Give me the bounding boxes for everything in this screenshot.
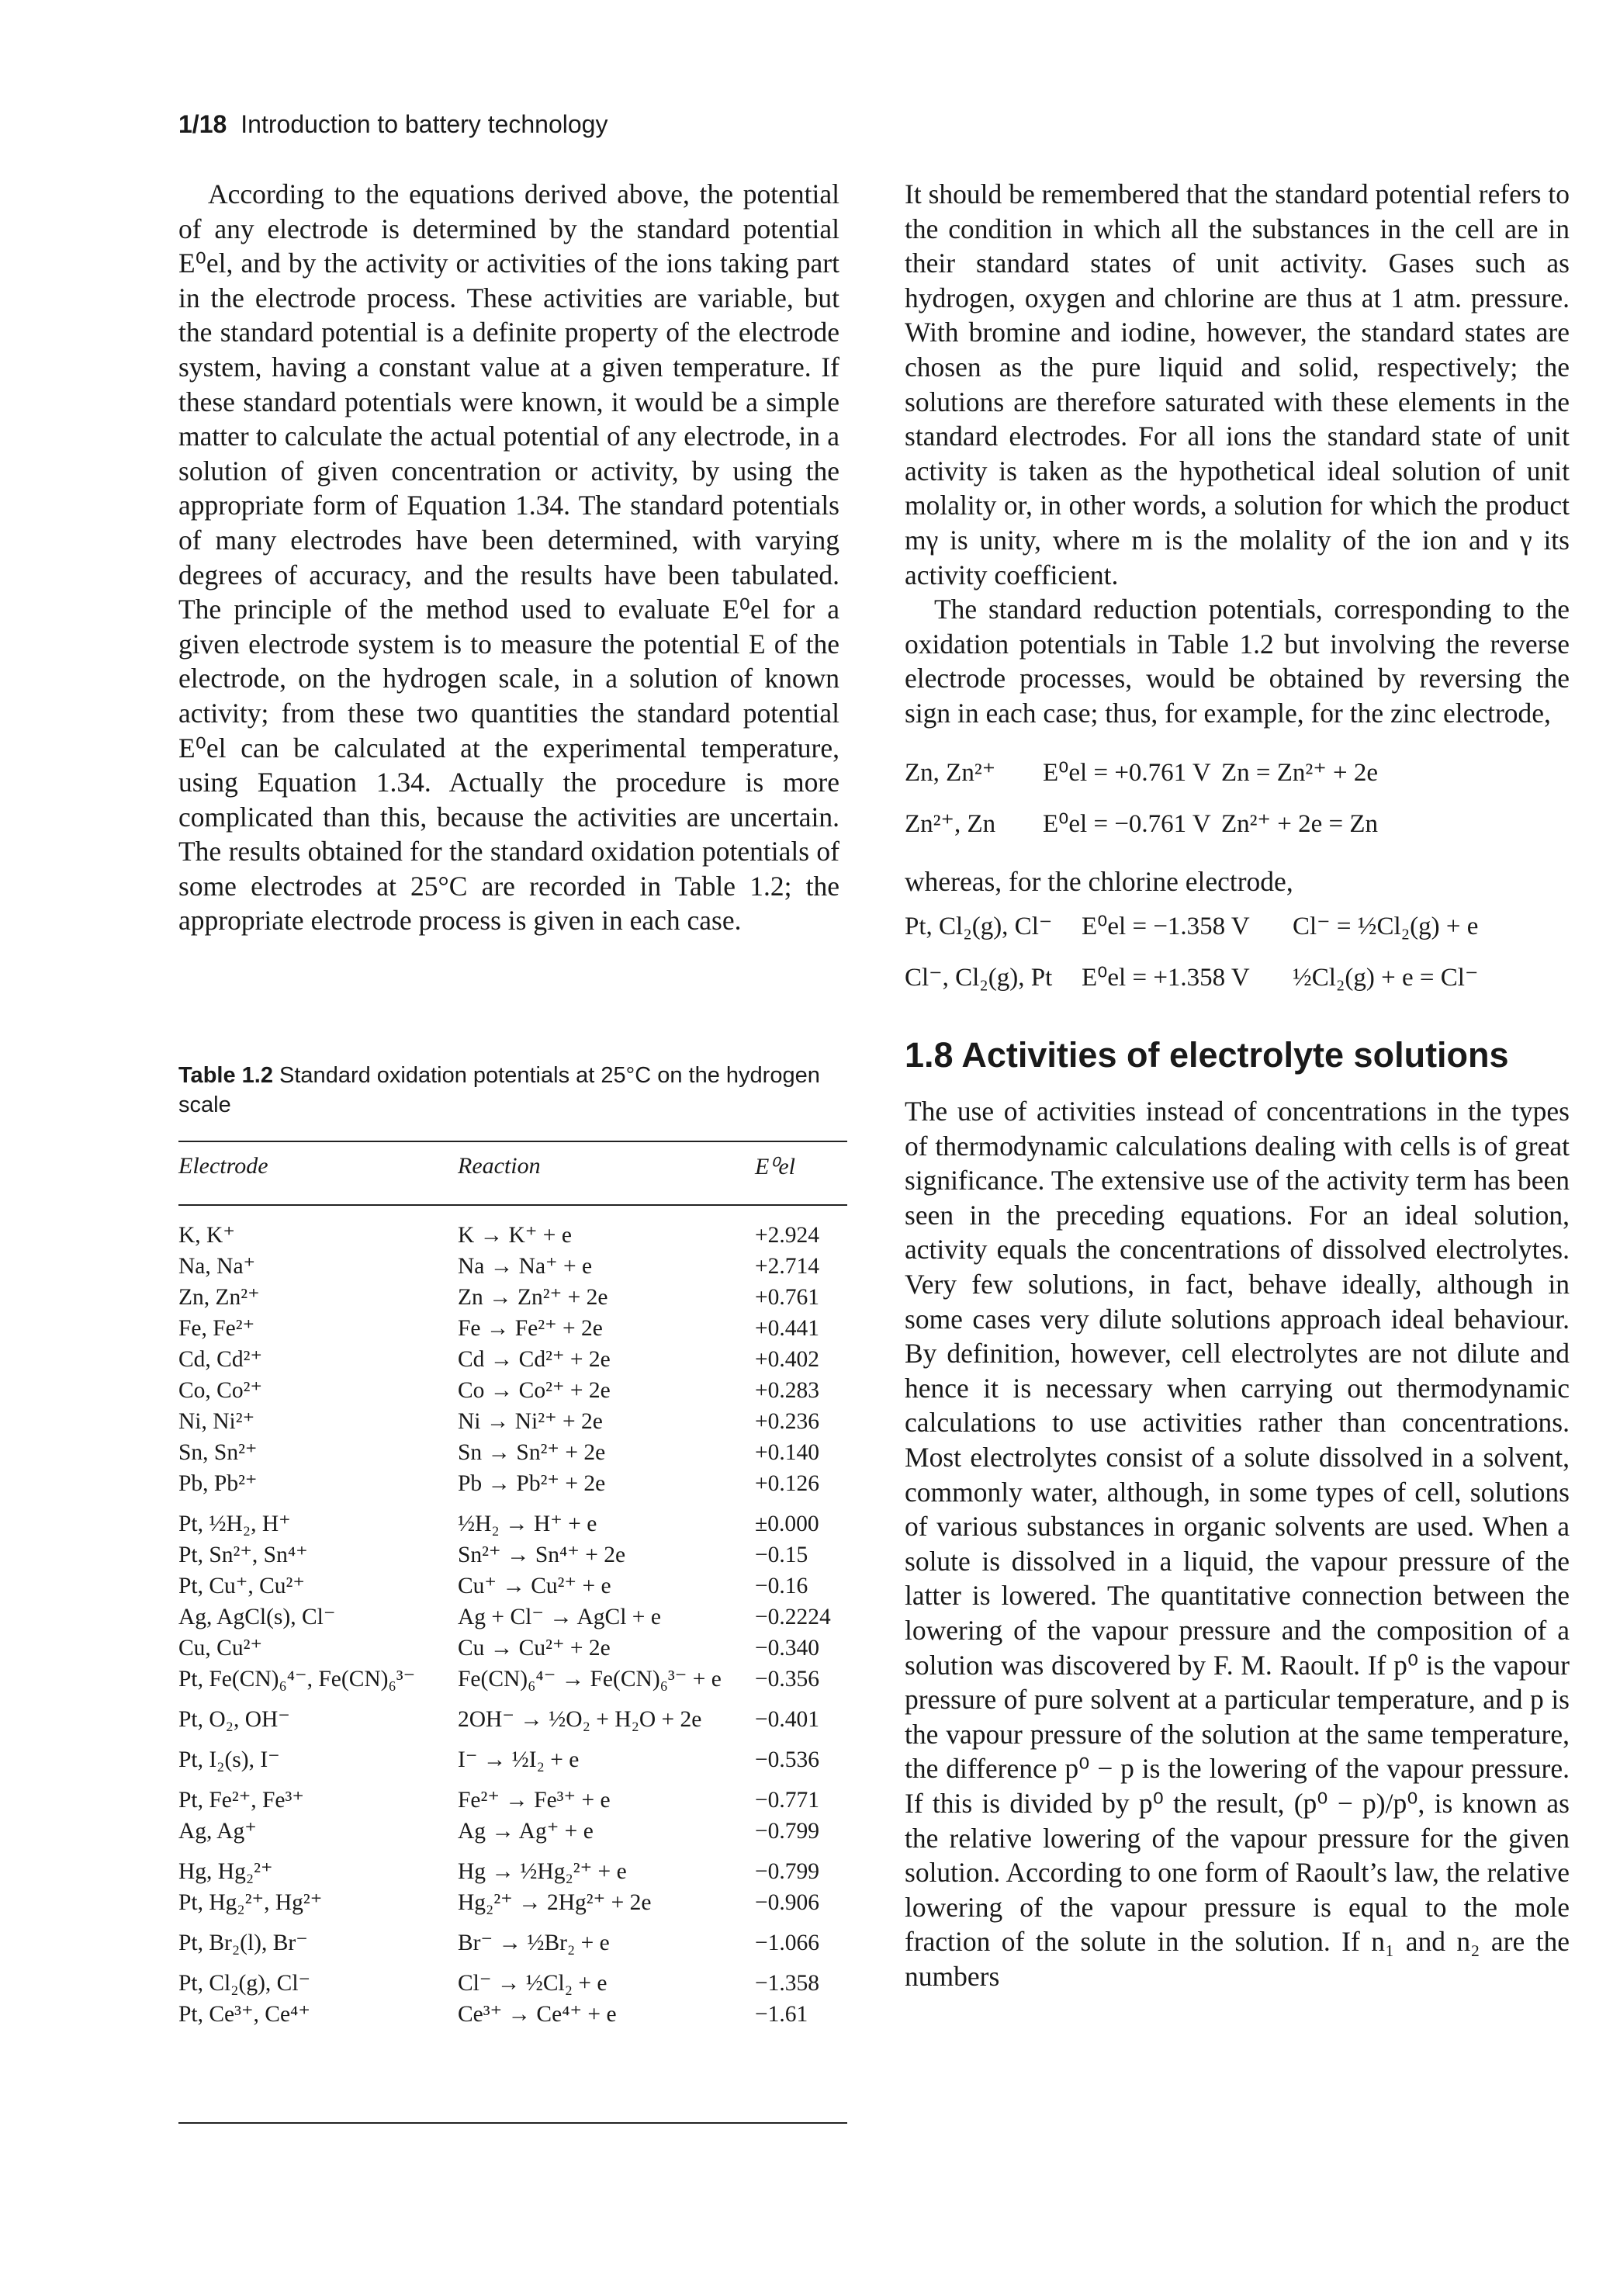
- cell-electrode: Pt, Hg₂²⁺, Hg²⁺: [178, 1890, 323, 1915]
- table-caption: [178, 1061, 853, 1120]
- chlorine-equation-1: [905, 909, 1570, 953]
- cell-electrode: Pt, ½H₂, H⁺: [178, 1512, 291, 1536]
- cell-electrode: Pt, Br₂(l), Br⁻: [178, 1931, 308, 1955]
- cell-potential: −1.61: [755, 2002, 808, 2027]
- table-caption-label: Table 1.2: [178, 1063, 273, 1088]
- right-column: [905, 177, 1570, 1994]
- cell-reaction: Fe → Fe²⁺ + 2e: [458, 1316, 603, 1341]
- cell-electrode: Pt, Fe(CN)₆⁴⁻, Fe(CN)₆³⁻: [178, 1667, 416, 1692]
- table-caption-text: Standard oxidation potentials at 25°C on the hydrogen scale: [178, 1063, 820, 1117]
- right-paragraph-3: The use of activities instead of concentrations in the types of thermodynamic calculations dealing with cells is of great significance. The extensive use of the activity term has been seen in the preceding equations. For an ideal solution, activity equals the concentrations of dissolved electrolytes. Very few solutions, in fact, behave ideally, although in some cases very dilute solutions approach ideal behaviour. By definition, however, cell electrolytes are not dilute and hence it is necessary when carrying out thermodynamic calculations to use activities rather than concentrations. Most electrolytes consist of a solute dissolved in a solvent, commonly water, although, in some types of cell, solutions of various substances in organic solvents are used. When a solute is dissolved in a liquid, the vapour pressure of the latter is lowered. The quantitative connection between the lowering of the vapour pressure and the composition of a solution was discovered by F. M. Raoult. If p⁰ is the vapour pressure of pure solvent at a particular temperature, and p is the vapour pressure of the solution at the same temperature, the difference p⁰ − p is the lowering of the vapour pressure. If this is divided by p⁰ the result, (p⁰ − p)/p⁰, is known as the relative lowering of the vapour pressure for the given solution. According to one form of Raoult’s law, the relative lowering of the vapour pressure is equal to the mole fraction of the solute in the solution. If n₁ and n₂ are the numbers: [905, 1096, 1570, 1992]
- table-row: [178, 1282, 847, 1313]
- cell-potential: +0.402: [755, 1347, 820, 1372]
- cell-reaction: Hg → ½Hg₂²⁺ + e: [458, 1859, 627, 1884]
- cell-potential: ±0.000: [755, 1512, 819, 1536]
- cell-electrode: Hg, Hg₂²⁺: [178, 1859, 273, 1884]
- table-row: [178, 1744, 847, 1775]
- cell-electrode: Sn, Sn²⁺: [178, 1440, 258, 1465]
- table-row: [178, 1664, 847, 1695]
- cell-reaction: Ni → Ni²⁺ + 2e: [458, 1409, 603, 1434]
- eq-reaction: Zn = Zn²⁺ + 2e: [1221, 758, 1378, 787]
- table-row: [178, 1570, 847, 1602]
- cell-electrode: Fe, Fe²⁺: [178, 1316, 255, 1341]
- cell-potential: −0.2224: [755, 1605, 831, 1629]
- table-row: [178, 1375, 847, 1406]
- cell-reaction: 2OH⁻ → ½O₂ + H₂O + 2e: [458, 1707, 702, 1732]
- eq-electrode: Zn, Zn²⁺: [905, 758, 996, 787]
- cell-reaction: Co → Co²⁺ + 2e: [458, 1378, 611, 1403]
- eq-potential: E⁰el = −0.761 V: [1043, 809, 1211, 838]
- cell-potential: +0.236: [755, 1409, 820, 1434]
- cell-electrode: Cd, Cd²⁺: [178, 1347, 263, 1372]
- right-paragraph-2: The standard reduction potentials, corresponding to the oxidation potentials in Table 1.2 but involving the reverse electrode processes, would be obtained by reversing the sign in each case; thus, for example, for the zinc electrode,: [905, 594, 1570, 729]
- cell-reaction: Cd → Cd²⁺ + 2e: [458, 1347, 611, 1372]
- table-row: [178, 1785, 847, 1816]
- cell-reaction: Hg₂²⁺ → 2Hg²⁺ + 2e: [458, 1890, 652, 1915]
- cell-electrode: Pt, Fe²⁺, Fe³⁺: [178, 1788, 304, 1813]
- cell-reaction: Ce³⁺ → Ce⁴⁺ + e: [458, 2002, 617, 2027]
- table-header-electrode: Electrode: [178, 1153, 268, 1179]
- whereas-text: whereas, for the chlorine electrode,: [905, 865, 1293, 897]
- table-row: [178, 1220, 847, 1251]
- table-row: [178, 1344, 847, 1375]
- table-header-potential: E⁰el: [755, 1154, 796, 1179]
- table-top-rule: [178, 1141, 847, 1142]
- table-header-reaction: Reaction: [458, 1153, 541, 1179]
- cell-electrode: Na, Na⁺: [178, 1254, 256, 1279]
- cell-reaction: I⁻ → ½I₂ + e: [458, 1747, 580, 1772]
- table-row: [178, 1856, 847, 1887]
- table-row: [178, 1704, 847, 1735]
- table-row: [178, 1968, 847, 1999]
- cell-electrode: Zn, Zn²⁺: [178, 1285, 260, 1310]
- left-column: [178, 177, 839, 938]
- right-paragraph-1: It should be remembered that the standard potential refers to the condition in which all the substances in the cell are in their standard states of unit activity. Gases such as hydrogen, oxygen and chlorine are thus at 1 atm. pressure. With bromine and iodine, however, the standard states are chosen as the pure liquid and solid, respectively; the solutions are therefore saturated with these elements in the standard electrodes. For all ions the standard state of unit activity is taken as the hypothetical ideal solution of unit molality or, in other words, a solution for which the product mγ is unity, where m is the molality of the ion and γ its activity coefficient.: [905, 178, 1570, 590]
- eq-reaction: Zn²⁺ + 2e = Zn: [1221, 809, 1378, 838]
- eq-electrode: Pt, Cl₂(g), Cl⁻: [905, 913, 1053, 941]
- cell-reaction: Na → Na⁺ + e: [458, 1254, 593, 1279]
- cell-electrode: Pb, Pb²⁺: [178, 1471, 258, 1496]
- cell-electrode: Ni, Ni²⁺: [178, 1409, 255, 1434]
- cell-potential: +0.140: [755, 1440, 820, 1465]
- eq-potential: E⁰el = −1.358 V: [1082, 913, 1250, 941]
- eq-electrode: Cl⁻, Cl₂(g), Pt: [905, 964, 1053, 992]
- cell-potential: −1.358: [755, 1971, 820, 1996]
- cell-reaction: Fe²⁺ → Fe³⁺ + e: [458, 1788, 611, 1813]
- cell-reaction: Cu → Cu²⁺ + 2e: [458, 1636, 611, 1661]
- cell-potential: −0.799: [755, 1819, 820, 1844]
- cell-electrode: Pt, O₂, OH⁻: [178, 1707, 290, 1732]
- cell-potential: +2.714: [755, 1254, 820, 1279]
- zinc-equation-1: [905, 756, 1570, 799]
- cell-potential: −0.906: [755, 1890, 820, 1915]
- cell-potential: −0.15: [755, 1543, 808, 1567]
- table-header-rule: [178, 1204, 847, 1206]
- zinc-equation-2: [905, 807, 1570, 850]
- cell-reaction: Sn → Sn²⁺ + 2e: [458, 1440, 606, 1465]
- cell-electrode: Pt, Sn²⁺, Sn⁴⁺: [178, 1543, 308, 1567]
- cell-electrode: Pt, Cu⁺, Cu²⁺: [178, 1574, 305, 1598]
- cell-electrode: Pt, I₂(s), I⁻: [178, 1747, 280, 1772]
- left-paragraph: According to the equations derived above, the potential of any electrode is determined by the standard potential E⁰el, and by the activity or activities of the ions taking part in the electrode process. These activities are variable, but the standard potential is a definite property of the electrode system, having a constant value at a given temperature. If these standard potentials were known, it would be a simple matter to calculate the actual potential of any electrode, in a solution of given concentration or activity, by using the appropriate form of Equation 1.34. The standard potentials of many electrodes have been determined, with varying degrees of accuracy, and the results have been tabulated. The principle of the method used to evaluate E⁰el for a given electrode system is to measure the potential E of the electrode, on the hydrogen scale, in a solution of known activity; from these two quantities the standard potential E⁰el can be calculated at the experimental temperature, using Equation 1.34. Actually the procedure is more complicated than this, because the activities are uncertain. The results obtained for the standard oxidation potentials of some electrodes at 25°C are recorded in Table 1.2; the appropriate electrode process is given in each case.: [178, 178, 839, 937]
- eq-reaction: Cl⁻ = ½Cl₂(g) + e: [1293, 913, 1479, 941]
- cell-electrode: Ag, AgCl(s), Cl⁻: [178, 1605, 336, 1629]
- potentials-table: [178, 1220, 847, 2030]
- page-number: 1/18: [178, 110, 227, 138]
- cell-potential: −1.066: [755, 1931, 820, 1955]
- table-row: [178, 1633, 847, 1664]
- cell-electrode: Ag, Ag⁺: [178, 1819, 257, 1844]
- cell-potential: −0.771: [755, 1788, 820, 1813]
- table-row: [178, 1437, 847, 1468]
- table-row: [178, 1816, 847, 1847]
- cell-potential: −0.799: [755, 1859, 820, 1884]
- eq-potential: E⁰el = +0.761 V: [1043, 758, 1211, 787]
- table-row: [178, 1508, 847, 1539]
- table-row: [178, 1313, 847, 1344]
- cell-potential: −0.401: [755, 1707, 820, 1732]
- table-row: [178, 1251, 847, 1282]
- cell-reaction: Zn → Zn²⁺ + 2e: [458, 1285, 608, 1310]
- table-row: [178, 1602, 847, 1633]
- table-row: [178, 1406, 847, 1437]
- cell-reaction: Cl⁻ → ½Cl₂ + e: [458, 1971, 608, 1996]
- cell-potential: −0.16: [755, 1574, 808, 1598]
- eq-potential: E⁰el = +1.358 V: [1082, 964, 1250, 992]
- table-row: [178, 1539, 847, 1570]
- cell-electrode: Cu, Cu²⁺: [178, 1636, 263, 1661]
- cell-reaction: Pb → Pb²⁺ + 2e: [458, 1471, 606, 1496]
- section-heading: 1.8 Activities of electrolyte solutions: [905, 1035, 1509, 1075]
- cell-potential: −0.356: [755, 1667, 820, 1692]
- cell-reaction: Cu⁺ → Cu²⁺ + e: [458, 1574, 611, 1598]
- cell-electrode: K, K⁺: [178, 1223, 235, 1248]
- cell-reaction: Fe(CN)₆⁴⁻ → Fe(CN)₆³⁻ + e: [458, 1667, 722, 1692]
- cell-reaction: ½H₂ → H⁺ + e: [458, 1512, 597, 1536]
- cell-potential: −0.340: [755, 1636, 820, 1661]
- running-title: Introduction to battery technology: [241, 110, 608, 138]
- cell-potential: +2.924: [755, 1223, 820, 1248]
- eq-electrode: Zn²⁺, Zn: [905, 809, 996, 838]
- cell-electrode: Pt, Ce³⁺, Ce⁴⁺: [178, 2002, 310, 2027]
- cell-reaction: K → K⁺ + e: [458, 1223, 572, 1248]
- table-row: [178, 1927, 847, 1958]
- cell-potential: +0.126: [755, 1471, 820, 1496]
- table-row: [178, 1887, 847, 1918]
- cell-reaction: Ag → Ag⁺ + e: [458, 1819, 594, 1844]
- cell-reaction: Sn²⁺ → Sn⁴⁺ + 2e: [458, 1543, 626, 1567]
- chlorine-equation-2: [905, 961, 1570, 1004]
- cell-reaction: Ag + Cl⁻ → AgCl + e: [458, 1605, 661, 1629]
- eq-reaction: ½Cl₂(g) + e = Cl⁻: [1293, 964, 1479, 992]
- cell-potential: +0.283: [755, 1378, 820, 1403]
- cell-electrode: Co, Co²⁺: [178, 1378, 263, 1403]
- cell-potential: +0.441: [755, 1316, 820, 1341]
- table-row: [178, 1468, 847, 1499]
- cell-potential: −0.536: [755, 1747, 820, 1772]
- table-bottom-rule: [178, 2122, 847, 2124]
- cell-reaction: Br⁻ → ½Br₂ + e: [458, 1931, 610, 1955]
- table-row: [178, 1999, 847, 2030]
- cell-electrode: Pt, Cl₂(g), Cl⁻: [178, 1971, 311, 1996]
- running-header: [178, 110, 608, 139]
- cell-potential: +0.761: [755, 1285, 820, 1310]
